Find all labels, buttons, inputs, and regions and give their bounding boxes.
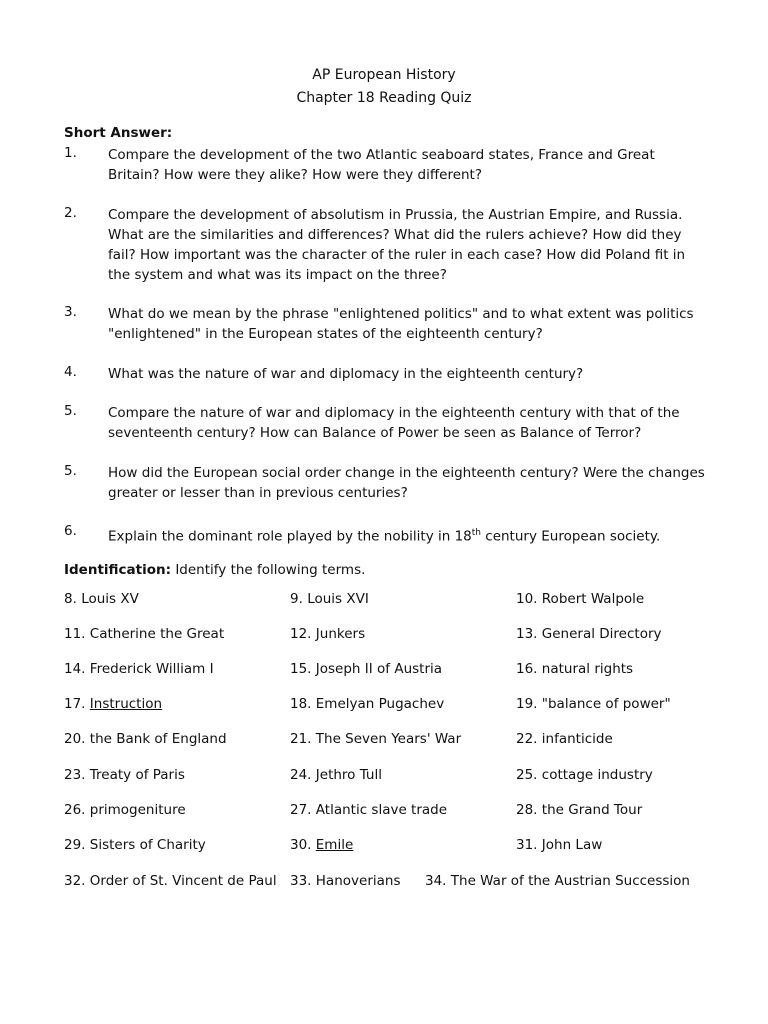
term-text: natural rights bbox=[541, 661, 634, 677]
term-number: 20. bbox=[64, 731, 86, 747]
question-number: 6. bbox=[64, 523, 77, 539]
term-text: Jethro Tull bbox=[315, 767, 382, 783]
term-text: cottage industry bbox=[541, 767, 653, 783]
term-text: The Seven Years' War bbox=[315, 731, 462, 747]
term-item bbox=[64, 767, 185, 783]
term-number: 10. bbox=[516, 591, 538, 607]
term-number: 29. bbox=[64, 837, 86, 853]
term-text: primogeniture bbox=[89, 802, 186, 818]
term-text: Emelyan Pugachev bbox=[315, 696, 445, 712]
identification-heading bbox=[64, 562, 365, 578]
term-number: 13. bbox=[516, 626, 538, 642]
term-text: Sisters of Charity bbox=[89, 837, 206, 853]
term-item bbox=[516, 802, 642, 818]
question-text: Compare the development of absolutism in Prussia, the Austrian Empire, and Russia. What are the similarities and differences? What did the rulers achieve? How did they fail? How important was the character of the ruler in each case? How did Poland fit in the system and what was its impact on the three? bbox=[108, 207, 686, 283]
term-item bbox=[516, 661, 633, 677]
term-item bbox=[290, 591, 369, 607]
term-item bbox=[64, 873, 277, 889]
term-item bbox=[290, 731, 461, 747]
term-item bbox=[64, 696, 162, 712]
term-item bbox=[516, 626, 662, 642]
term-number: 30. bbox=[290, 837, 312, 853]
term-text: General Directory bbox=[541, 626, 662, 642]
term-number: 11. bbox=[64, 626, 86, 642]
term-number: 22. bbox=[516, 731, 538, 747]
term-item bbox=[516, 591, 644, 607]
term-text: the Bank of England bbox=[89, 731, 227, 747]
term-item bbox=[64, 626, 224, 642]
question-text: Compare the nature of war and diplomacy in the eighteenth century with that of the seventeenth century? How can Balance of Power be seen as Balance of Terror? bbox=[108, 405, 680, 441]
term-text: Louis XVI bbox=[307, 591, 369, 607]
term-text: Joseph II of Austria bbox=[315, 661, 443, 677]
term-item bbox=[516, 837, 602, 853]
term-text: Order of St. Vincent de Paul bbox=[89, 873, 277, 889]
term-number: 33. bbox=[290, 873, 312, 889]
term-number: 12. bbox=[290, 626, 312, 642]
term-item bbox=[516, 731, 613, 747]
question-text: Compare the development of the two Atlantic seaboard states, France and Great Britain? How were they alike? How were they different? bbox=[108, 147, 655, 183]
term-text: Junkers bbox=[315, 626, 366, 642]
question-text-part: century European society. bbox=[480, 528, 661, 545]
superscript: th bbox=[471, 528, 481, 538]
term-number: 19. bbox=[516, 696, 538, 712]
term-text: Treaty of Paris bbox=[89, 767, 185, 783]
term-item bbox=[516, 696, 671, 712]
term-number: 31. bbox=[516, 837, 538, 853]
term-item bbox=[290, 626, 365, 642]
term-text: Atlantic slave trade bbox=[315, 802, 448, 818]
term-number: 18. bbox=[290, 696, 312, 712]
term-item bbox=[64, 837, 206, 853]
term-text: Catherine the Great bbox=[89, 626, 225, 642]
question-text-part: Explain the dominant role played by the nobility in 18 bbox=[108, 528, 472, 545]
term-item bbox=[64, 802, 186, 818]
term-item bbox=[290, 802, 447, 818]
identification-label: Identification: bbox=[64, 562, 172, 578]
question-text: What was the nature of war and diplomacy in the eighteenth century? bbox=[108, 366, 584, 382]
term-item bbox=[290, 661, 442, 677]
term-number: 23. bbox=[64, 767, 86, 783]
term-text: John Law bbox=[541, 837, 603, 853]
term-item bbox=[290, 696, 444, 712]
term-number: 24. bbox=[290, 767, 312, 783]
term-number: 8. bbox=[64, 591, 77, 607]
term-text: The War of the Austrian Succession bbox=[450, 873, 690, 889]
term-number: 27. bbox=[290, 802, 312, 818]
term-item bbox=[64, 591, 139, 607]
identification-instruction: Identify the following terms. bbox=[175, 562, 366, 578]
term-item bbox=[290, 837, 353, 853]
question-text bbox=[108, 523, 708, 547]
term-text: Louis XV bbox=[81, 591, 139, 607]
term-number: 32. bbox=[64, 873, 86, 889]
term-number: 21. bbox=[290, 731, 312, 747]
short-answer-heading: Short Answer: bbox=[64, 125, 173, 141]
document-subtitle: Chapter 18 Reading Quiz bbox=[296, 90, 472, 106]
term-text: "balance of power" bbox=[541, 696, 671, 712]
term-text: infanticide bbox=[541, 731, 613, 747]
term-item bbox=[64, 661, 214, 677]
term-number: 28. bbox=[516, 802, 538, 818]
term-number: 14. bbox=[64, 661, 86, 677]
term-item bbox=[516, 767, 653, 783]
question-text: What do we mean by the phrase "enlightened politics" and to what extent was politics "enlightened" in the European states of the eighteenth century? bbox=[108, 306, 694, 342]
document-title: AP European History bbox=[312, 67, 456, 83]
term-number: 16. bbox=[516, 661, 538, 677]
question-number: 4. bbox=[64, 364, 77, 380]
term-number: 17. bbox=[64, 696, 86, 712]
term-number: 26. bbox=[64, 802, 86, 818]
term-item bbox=[290, 873, 400, 889]
term-text: the Grand Tour bbox=[541, 802, 643, 818]
term-item bbox=[64, 731, 227, 747]
term-item bbox=[425, 873, 690, 889]
term-item bbox=[290, 767, 382, 783]
term-text: Robert Walpole bbox=[541, 591, 645, 607]
term-number: 9. bbox=[290, 591, 303, 607]
question-number: 1. bbox=[64, 145, 77, 161]
term-text: Hanoverians bbox=[315, 873, 401, 889]
term-text: Frederick William I bbox=[89, 661, 214, 677]
term-number: 15. bbox=[290, 661, 312, 677]
term-text: Instruction bbox=[89, 696, 163, 712]
term-number: 25. bbox=[516, 767, 538, 783]
term-number: 34. bbox=[425, 873, 447, 889]
question-number: 3. bbox=[64, 304, 77, 320]
question-text: How did the European social order change in the eighteenth century? Were the changes greater or lesser than in previous centuries? bbox=[108, 465, 705, 501]
question-number: 2. bbox=[64, 205, 77, 221]
question-number: 5. bbox=[64, 403, 77, 419]
term-text: Emile bbox=[315, 837, 354, 853]
question-number: 5. bbox=[64, 463, 77, 479]
